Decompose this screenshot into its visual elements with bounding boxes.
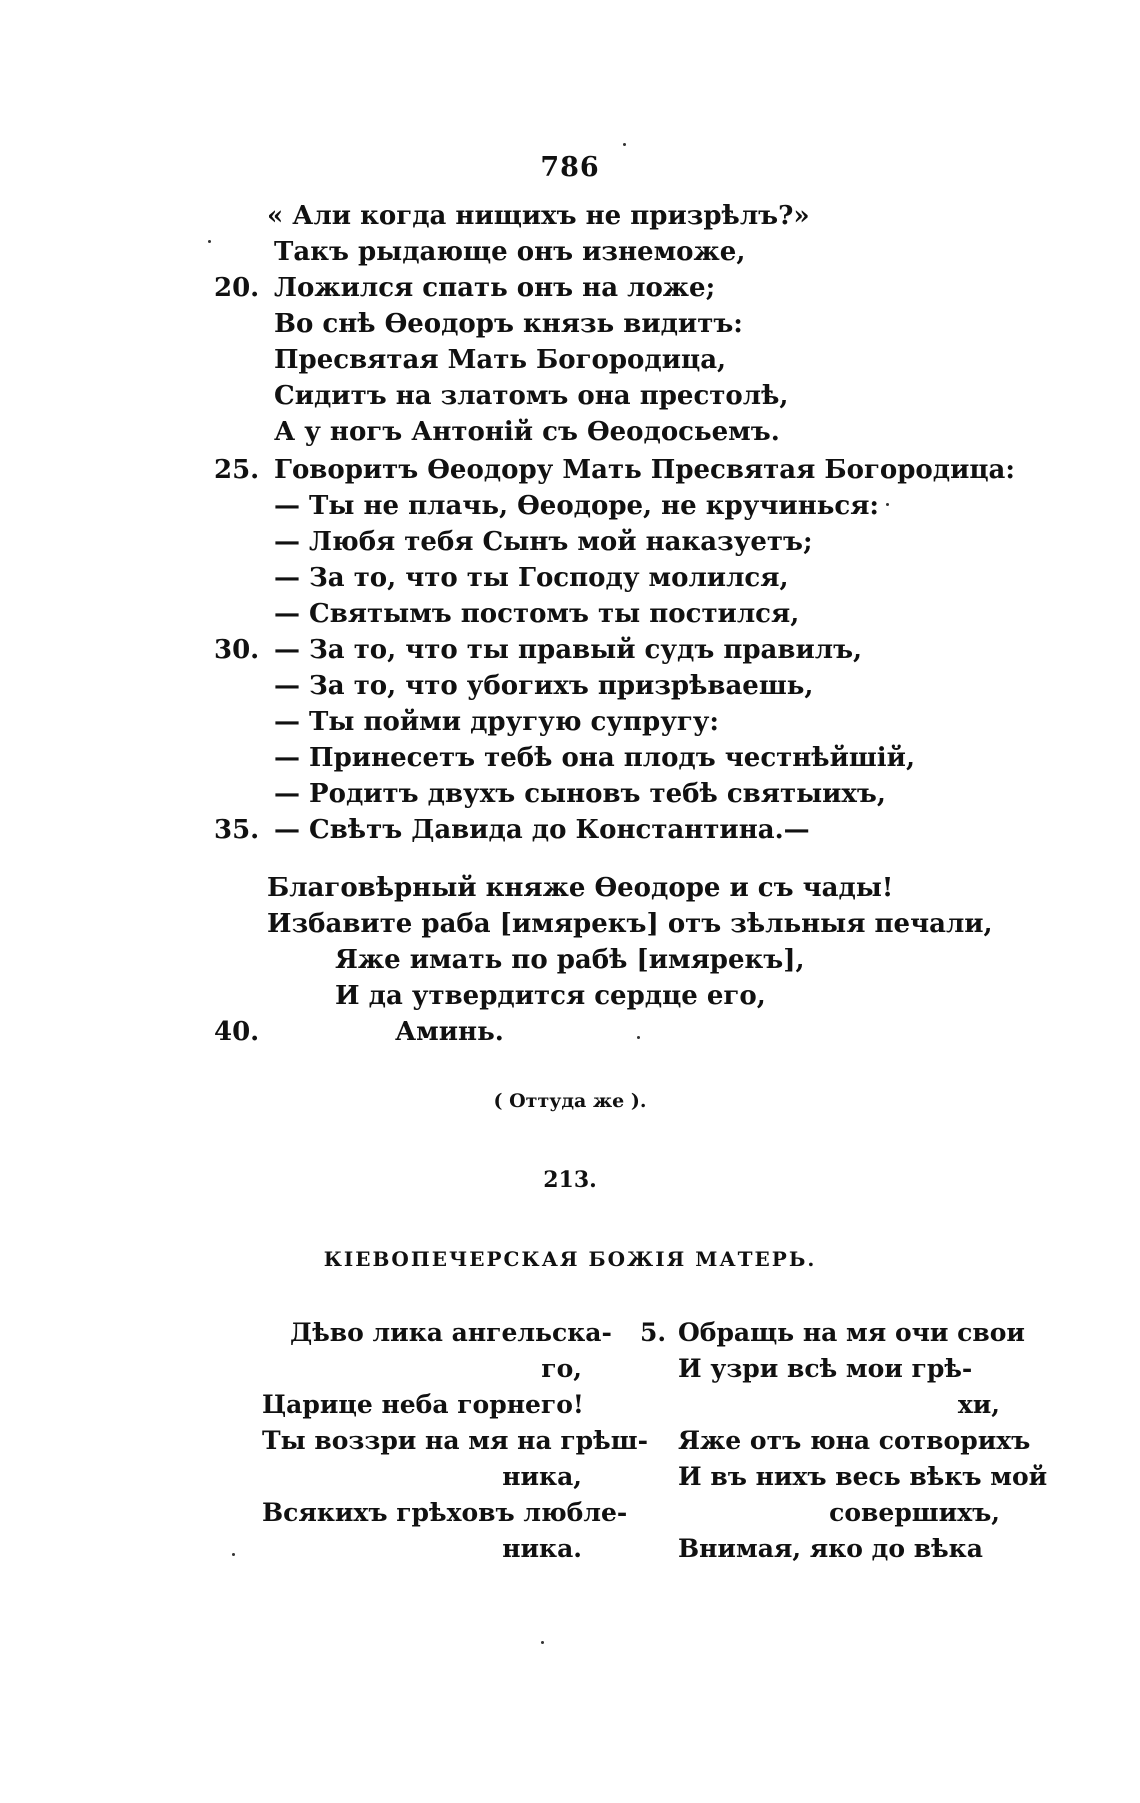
column-line xyxy=(640,1423,1031,1459)
verse-text: Благовѣрный княже Ѳеодоре и съ чады! xyxy=(267,873,894,903)
verse-text: Во снѣ Ѳеодоръ князь видитъ: xyxy=(274,309,743,339)
verse-text: — Принесетъ тебѣ она плодъ честнѣйшій, xyxy=(274,743,916,773)
column-text: го, xyxy=(541,1354,582,1383)
verse-line xyxy=(0,976,1140,1016)
verse-text: — Родитъ двухъ сыновъ тебѣ святыихъ, xyxy=(274,779,886,809)
column-text: И узри всѣ мои грѣ- xyxy=(678,1354,973,1383)
column-line xyxy=(262,1387,582,1423)
verse-text: Ложился спать онъ на ложе; xyxy=(274,273,716,303)
column-line xyxy=(262,1495,628,1531)
verse-line xyxy=(0,904,1140,944)
column-line xyxy=(262,1315,612,1351)
verse-text: Говоритъ Ѳеодору Мать Пресвятая Богородица: xyxy=(274,455,1015,485)
verse-text: Такъ рыдающе онъ изнеможе, xyxy=(274,237,746,267)
column-text: И въ нихъ весь вѣкъ мой xyxy=(678,1462,1048,1491)
column-line xyxy=(262,1423,648,1459)
verse-line xyxy=(0,666,1140,706)
hymn-title: КІЕВОПЕЧЕРСКАЯ БОЖІЯ МАТЕРЬ. xyxy=(323,1247,817,1271)
verse-number: 35. xyxy=(214,815,260,845)
verse-line xyxy=(0,196,1140,236)
verse-text: Аминь. xyxy=(395,1017,504,1047)
verse-text: Избавите раба [имярекъ] отъ зѣльныя печали, xyxy=(267,909,993,939)
verse-text: Пресвятая Мать Богородица, xyxy=(274,345,727,375)
verse-line xyxy=(0,738,1140,778)
column-text: Внимая, яко до вѣка xyxy=(678,1534,983,1563)
verse-text: — За то, что убогихъ призрѣваешь, xyxy=(274,671,814,701)
column-text: Дѣво лика ангельска- xyxy=(290,1318,612,1347)
verse-text: И да утвердится сердце его, xyxy=(335,981,766,1011)
verse-line xyxy=(0,630,1140,670)
column-text: хи, xyxy=(957,1390,1000,1419)
verse-line xyxy=(0,450,1140,490)
verse-number: 5. xyxy=(640,1318,667,1347)
column-line xyxy=(640,1351,1000,1387)
verse-line xyxy=(0,268,1140,308)
verse-number: 40. xyxy=(214,1017,260,1047)
verse-line xyxy=(0,522,1140,562)
verse-line xyxy=(0,340,1140,380)
page-number: 786 xyxy=(540,152,600,183)
verse-text: « Али когда нищихъ не призрѣлъ?» xyxy=(267,201,810,231)
print-speck xyxy=(208,240,211,243)
verse-text: А у ногъ Антоній съ Ѳеодосьемъ. xyxy=(274,417,780,447)
verse-text: — Любя тебя Сынъ мой наказуетъ; xyxy=(274,527,813,557)
print-speck xyxy=(886,503,889,506)
verse-line xyxy=(0,868,1140,908)
column-line xyxy=(640,1315,1025,1351)
verse-line xyxy=(0,304,1140,344)
verse-line xyxy=(0,702,1140,742)
right-column xyxy=(640,1315,1048,1567)
verse-line xyxy=(0,594,1140,634)
verse-line xyxy=(0,940,1140,980)
column-line xyxy=(262,1459,582,1495)
column-text: Всякихъ грѣховъ любле- xyxy=(262,1498,628,1527)
verse-line xyxy=(0,1012,1140,1052)
verse-text: — Свѣтъ Давида до Константина.— xyxy=(274,815,810,845)
column-text: Яже отъ юна сотворихъ xyxy=(678,1426,1031,1455)
verse-line xyxy=(0,558,1140,598)
verse-number: 25. xyxy=(214,455,260,485)
verse-line xyxy=(0,412,1140,452)
verse-text: — Святымъ постомъ ты постился, xyxy=(274,599,800,629)
column-line xyxy=(262,1351,582,1387)
verse-text: — Ты не плачь, Ѳеодоре, не кручинься: xyxy=(274,491,880,521)
verse-text: Яже имать по рабѣ [имярекъ], xyxy=(335,945,805,975)
column-text: совершихъ, xyxy=(829,1498,1000,1527)
column-line xyxy=(640,1531,1000,1567)
column-text: Царице неба горнего! xyxy=(262,1390,584,1419)
hymn-number: 213. xyxy=(543,1167,597,1193)
verse-text: — За то, что ты Господу молился, xyxy=(274,563,789,593)
verse-text: — Ты пойми другую супругу: xyxy=(274,707,720,737)
verse-line xyxy=(0,774,1140,814)
column-line xyxy=(640,1495,1000,1531)
column-line xyxy=(640,1459,1048,1495)
verse-line xyxy=(0,486,1140,526)
print-speck xyxy=(541,1641,544,1644)
verse-line xyxy=(0,376,1140,416)
column-text: Ты воззри на мя на грѣш- xyxy=(262,1426,648,1455)
verse-number: 30. xyxy=(214,635,260,665)
column-text: Обращь на мя очи свои xyxy=(678,1318,1025,1347)
source-note: ( Оттуда же ). xyxy=(493,1090,647,1112)
left-column xyxy=(262,1315,648,1567)
column-text: ника. xyxy=(502,1534,582,1563)
verse-text: Сидитъ на златомъ она престолѣ, xyxy=(274,381,789,411)
print-speck xyxy=(623,143,626,146)
column-line xyxy=(640,1387,1000,1423)
verse-text: — За то, что ты правый судъ правилъ, xyxy=(274,635,863,665)
column-line xyxy=(262,1531,582,1567)
print-speck xyxy=(637,1036,640,1039)
column-text: ника, xyxy=(502,1462,582,1491)
verse-line xyxy=(0,810,1140,850)
verse-number: 20. xyxy=(214,273,260,303)
verse-line xyxy=(0,232,1140,272)
print-speck xyxy=(232,1553,235,1556)
